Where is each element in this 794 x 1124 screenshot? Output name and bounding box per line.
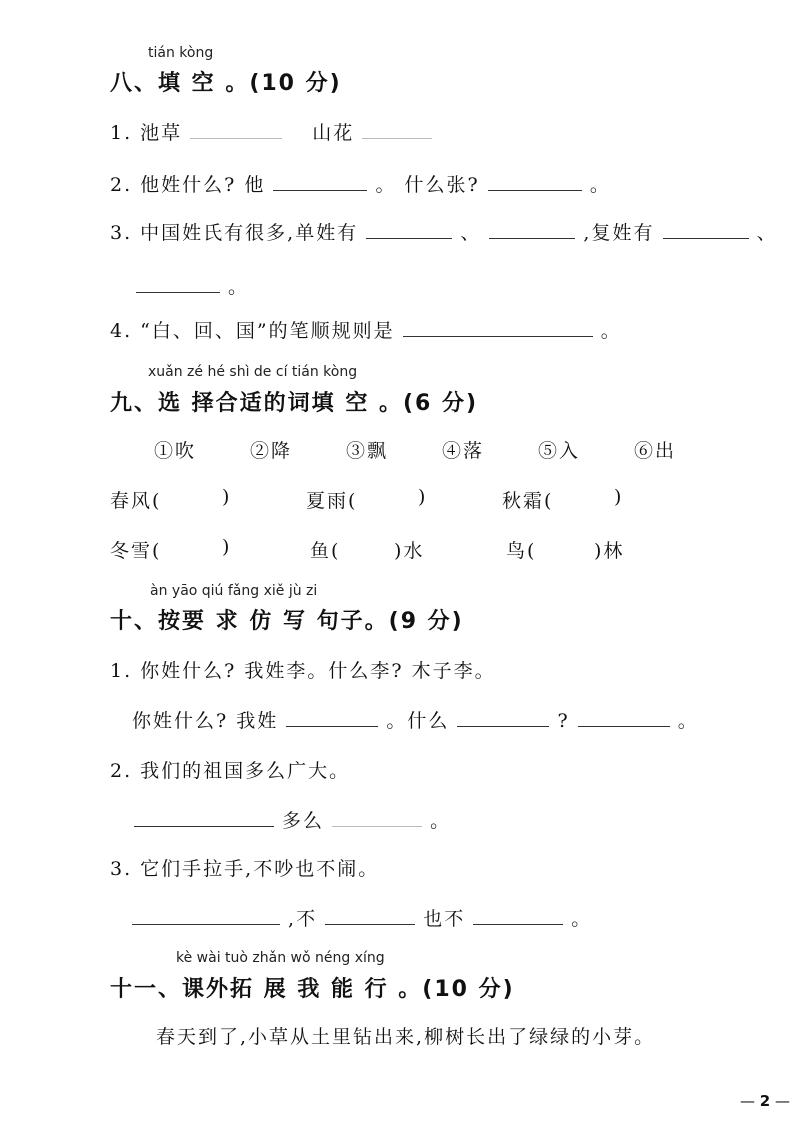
s10-q1-middle: 。什么	[386, 710, 450, 732]
s10-q3-blank-2[interactable]	[325, 906, 415, 925]
s10-q1-end: 。	[677, 710, 699, 732]
s8-q1-prefix: 1. 池草	[110, 122, 183, 144]
s8-q3-sep-1: 、	[460, 222, 482, 244]
s10-q3-blank-3[interactable]	[473, 906, 563, 925]
section-10-pinyin: àn yāo qiú fǎng xiě jù zi	[150, 583, 318, 599]
page-number-value: 2	[759, 1092, 771, 1110]
s9-option-6: ⑥出	[634, 440, 677, 462]
s8-q1-blank-1[interactable]	[190, 120, 282, 139]
s8-q2-blank-2[interactable]	[488, 172, 582, 191]
s11-passage: 春天到了,小草从土里钻出来,柳树长出了绿绿的小芽。	[156, 1026, 656, 1048]
s10-q3-blank-1[interactable]	[132, 906, 280, 925]
s10-q3-end: 。	[571, 908, 593, 930]
section-8-title: 八、填 空 。(10 分)	[110, 71, 342, 96]
section-9-title: 九、选 择合适的词填 空 。(6 分)	[110, 391, 479, 416]
s9-row2-item2-close: )水	[394, 540, 425, 562]
s8-q2-prefix: 2. 他姓什么? 他	[110, 174, 266, 196]
s8-q4-prefix: 4. “白、回、国”的笔顺规则是	[110, 320, 395, 342]
s10-q3-middle-2: 也不	[423, 908, 466, 930]
s9-row2-item3-open: 鸟(	[506, 540, 537, 562]
s10-q2-end: 。	[430, 810, 452, 832]
s9-row1-item2-close: )	[418, 486, 428, 508]
s10-q2-blank-2[interactable]	[332, 808, 422, 827]
s8-q3-prefix: 3. 中国姓氏有很多,单姓有	[110, 222, 359, 244]
s10-q2-text: 2. 我们的祖国多么广大。	[110, 760, 351, 782]
section-8-pinyin: tián kòng	[148, 45, 214, 61]
s10-q1-blank-1[interactable]	[286, 708, 378, 727]
s8-q3-sep-2: 、	[756, 222, 778, 244]
s9-row2-item1-open: 冬雪(	[110, 540, 162, 562]
s8-q2-blank-1[interactable]	[273, 172, 367, 191]
s9-option-1: ①吹	[154, 440, 197, 462]
section-9-pinyin: xuǎn zé hé shì de cí tián kòng	[148, 364, 358, 380]
s10-q1-answer	[132, 706, 699, 733]
s9-option-3: ③飘	[346, 440, 389, 462]
s9-option-2: ②降	[250, 440, 293, 462]
s8-q3-blank-3[interactable]	[663, 220, 749, 239]
s9-row2-item2-open: 鱼(	[310, 540, 341, 562]
page-number-dash-right: —	[770, 1092, 790, 1110]
s8-q1-blank-2[interactable]	[362, 120, 432, 139]
s8-q3-blank-2[interactable]	[489, 220, 575, 239]
s9-option-5: ⑤入	[538, 440, 581, 462]
s10-q3-answer	[132, 904, 592, 931]
s8-q1-middle: 山花	[312, 122, 355, 144]
page-number-dash-left: —	[740, 1092, 760, 1110]
s10-q1-blank-2[interactable]	[457, 708, 549, 727]
s8-q3-middle: ,复姓有	[583, 222, 655, 244]
s9-row1-item2-open: 夏雨(	[306, 490, 358, 512]
s8-q3	[110, 218, 778, 245]
s8-q2-middle: 。 什么张?	[375, 174, 480, 196]
s9-row1-item1-open: 春风(	[110, 490, 162, 512]
page-number	[740, 1092, 790, 1110]
s10-q3-middle-1: ,不	[288, 908, 318, 930]
s8-q3-end: 。	[228, 276, 250, 298]
s8-q4-blank[interactable]	[403, 318, 593, 337]
section-11-pinyin: kè wài tuò zhǎn wǒ néng xíng	[176, 950, 385, 966]
s10-q2-middle: 多么	[282, 810, 325, 832]
section-10-title: 十、按要 求 仿 写 句子。(9 分)	[110, 609, 464, 634]
s10-q1-blank-3[interactable]	[578, 708, 670, 727]
s8-q3-cont	[136, 272, 249, 299]
s9-row1-item1-close: )	[222, 486, 232, 508]
s8-q2	[110, 170, 611, 197]
s8-q4	[110, 316, 622, 343]
s8-q2-end: 。	[589, 174, 611, 196]
s10-q2-blank-1[interactable]	[134, 808, 274, 827]
s8-q1	[110, 118, 432, 145]
s8-q3-blank-4[interactable]	[136, 274, 220, 293]
s9-row2-item3-close: )林	[594, 540, 625, 562]
s9-option-4: ④落	[442, 440, 485, 462]
s10-q2-answer	[134, 806, 451, 833]
s10-q1-prefix: 你姓什么? 我姓	[132, 710, 279, 732]
s8-q3-blank-1[interactable]	[366, 220, 452, 239]
s9-row1-item3-open: 秋霜(	[502, 490, 554, 512]
s9-row2-item1-close: )	[222, 536, 232, 558]
s8-q4-end: 。	[600, 320, 622, 342]
s10-q3-text: 3. 它们手拉手,不吵也不闹。	[110, 858, 380, 880]
section-11-title: 十一、课外拓 展 我 能 行 。(10 分)	[110, 977, 515, 1002]
s10-q1-text: 1. 你姓什么? 我姓李。什么李? 木子李。	[110, 660, 496, 682]
s10-q1-question: ?	[557, 710, 570, 732]
s9-row1-item3-close: )	[614, 486, 624, 508]
